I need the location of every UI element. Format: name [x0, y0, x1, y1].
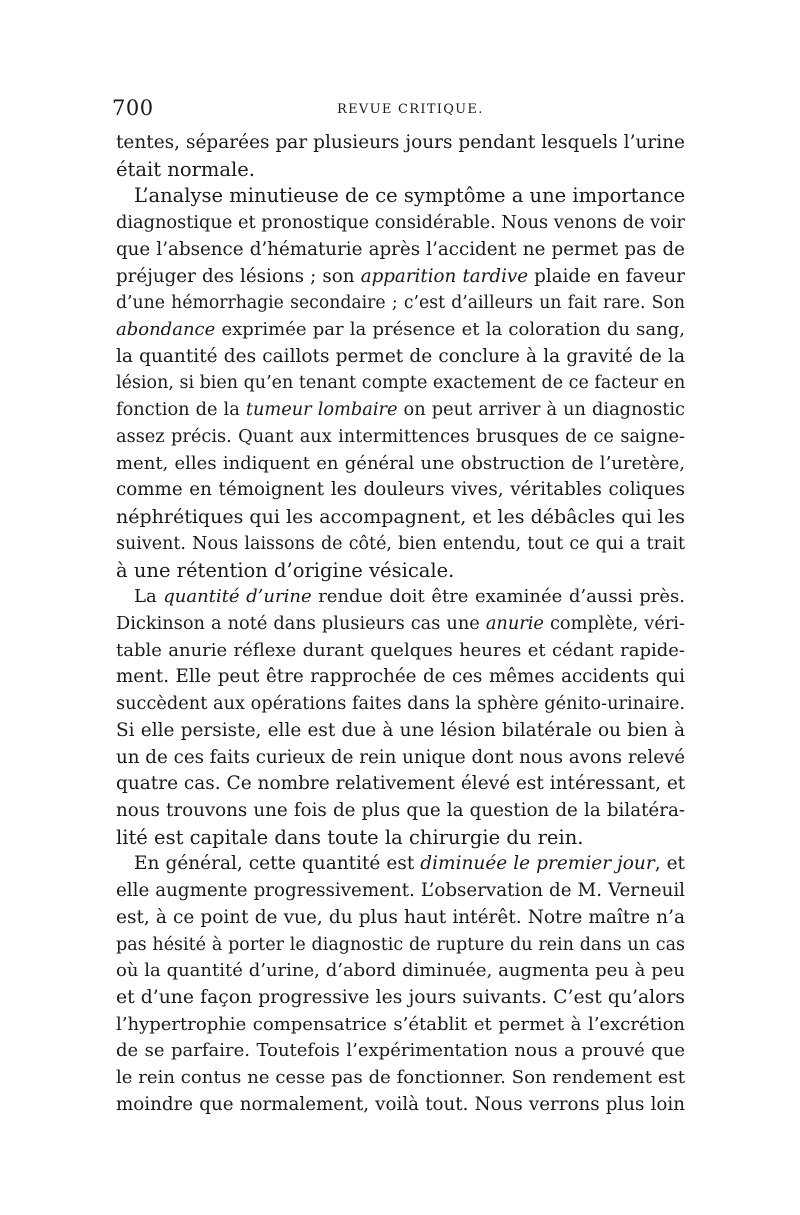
text-line	[116, 905, 685, 932]
text-run: moindre que normalement, voilà tout. Nous verrons plus loin	[116, 1093, 685, 1115]
text-run: table anurie réflexe durant quelques heures et cédant rapide-	[116, 639, 685, 661]
italic-text: apparition tardive	[360, 265, 529, 287]
text-run: que l’absence d’hématurie après l’accident ne permet pas de	[116, 238, 685, 260]
text-run: la quantité des caillots permet de conclure à la gravité de la	[116, 345, 685, 367]
text-line	[116, 985, 685, 1012]
text-line	[116, 611, 685, 638]
text-line	[116, 1065, 685, 1092]
text-line	[116, 932, 685, 959]
italic-text: tumeur lombaire	[245, 400, 398, 421]
text-run: L’analyse minutieuse de ce symptôme a une importance	[134, 184, 686, 208]
text-run: où la quantité d’urine, d’abord diminuée, augmenta peu à peu	[116, 960, 685, 982]
text-run: comme en témoignent les douleurs vives, véritables coliques	[116, 479, 685, 501]
text-run: est, à ce point de vue, du plus haut intérêt. Notre maître n’a	[116, 906, 685, 928]
text-run: nous trouvons une fois de plus que la question de la bilatéra-	[116, 799, 685, 821]
italic-text: abondance	[116, 319, 216, 341]
text-run: Dickinson a noté dans plusieurs cas une	[116, 613, 486, 634]
text-line	[116, 851, 685, 878]
text-line	[116, 130, 685, 157]
text-line	[116, 397, 685, 424]
text-line	[116, 798, 685, 825]
text-line	[116, 1012, 685, 1039]
text-run: d’une hémorrhagie secondaire ; c’est d’ailleurs un fait rare. Son	[116, 293, 685, 314]
text-run: rendue doit être examinée d’aussi près.	[311, 586, 685, 608]
text-run: quatre cas. Ce nombre relativement élevé est intéressant, et	[116, 773, 686, 795]
text-line	[116, 825, 685, 852]
text-run: de se parfaire. Toutefois l’expérimentation nous a prouvé que	[116, 1040, 685, 1062]
text-line	[116, 504, 685, 531]
text-run: un de ces faits curieux de rein unique dont nous avons relevé	[116, 746, 686, 768]
text-run: complète, véri-	[543, 613, 685, 634]
text-run: Si elle persiste, elle est due à une lésion bilatérale ou bien à	[116, 719, 685, 741]
text-run: à une rétention d’origine vésicale.	[116, 558, 455, 582]
text-line	[116, 451, 685, 478]
text-run: fonction de la	[116, 400, 246, 421]
text-line	[116, 370, 685, 397]
text-run: ment. Elle peut être rapprochée de ces mêmes accidents qui	[116, 666, 685, 688]
text-run: La	[134, 586, 164, 608]
text-run: pas hésité à porter le diagnostic de rupture du rein dans un cas	[116, 934, 685, 955]
text-run: lésion, si bien qu’en tenant compte exactement de ce facteur en	[116, 373, 686, 394]
text-run: assez précis. Quant aux intermittences brusques de ce saigne-	[116, 426, 685, 447]
text-run: on peut arriver à un diagnostic	[397, 400, 685, 421]
text-line	[116, 290, 685, 317]
text-line	[116, 878, 685, 905]
text-run: plaide en faveur	[528, 265, 685, 287]
text-line	[116, 771, 685, 798]
text-run: l’hypertrophie compensatrice s’établit et permet à l’excrétion	[116, 1013, 685, 1035]
italic-text: anurie	[485, 613, 544, 634]
italic-text: quantité d’urine	[163, 586, 312, 608]
text-run: tentes, séparées par plusieurs jours pendant lesquels l’urine	[116, 132, 685, 153]
text-line	[116, 157, 685, 184]
text-run: elle augmente progressivement. L’observation de M. Verneuil	[116, 880, 685, 902]
text-line	[116, 237, 685, 264]
text-run: lité est capitale dans toute la chirurgie du rein.	[116, 825, 584, 849]
text-run: En général, cette quantité est	[134, 853, 421, 875]
text-line	[116, 691, 685, 718]
text-line	[116, 317, 685, 344]
page-header	[112, 96, 692, 122]
running-head: REVUE CRITIQUE.	[337, 102, 484, 117]
text-line	[116, 958, 685, 985]
text-run: , et	[654, 853, 685, 875]
body-text	[116, 130, 685, 1119]
text-line	[116, 531, 685, 558]
text-line	[116, 638, 685, 665]
text-line	[116, 1092, 685, 1119]
text-line	[116, 1038, 685, 1065]
text-line	[116, 584, 685, 611]
text-run: le rein contus ne cesse pas de fonctionner. Son rendement est	[116, 1067, 685, 1089]
text-line	[116, 477, 685, 504]
text-line	[116, 183, 685, 210]
text-run: néphrétiques qui les accompagnent, et les débâcles qui les	[116, 506, 685, 529]
text-line	[116, 424, 685, 451]
text-run: diagnostique et pronostique considérable. Nous venons de voir	[116, 213, 685, 234]
text-run: exprimée par la présence et la coloration du sang,	[215, 319, 685, 341]
text-run: et d’une façon progressive les jours suivants. C’est qu’alors	[116, 987, 685, 1008]
text-line	[116, 745, 685, 772]
text-line	[116, 344, 685, 371]
text-run: était normale.	[116, 157, 255, 181]
text-line	[116, 664, 685, 691]
text-run: succèdent aux opérations faites dans la sphère génito-urinaire.	[116, 694, 685, 715]
page-number: 700	[112, 96, 154, 120]
text-run: ment, elles indiquent en général une obstruction de l’uretère,	[116, 452, 685, 474]
italic-text: diminuée le premier jour	[420, 853, 655, 875]
text-line	[116, 718, 685, 745]
text-line	[116, 558, 685, 585]
text-run: préjuger des lésions ; son	[116, 265, 361, 287]
text-line	[116, 210, 685, 237]
text-line	[116, 264, 685, 291]
text-run: suivent. Nous laissons de côté, bien entendu, tout ce qui a trait	[116, 533, 685, 554]
